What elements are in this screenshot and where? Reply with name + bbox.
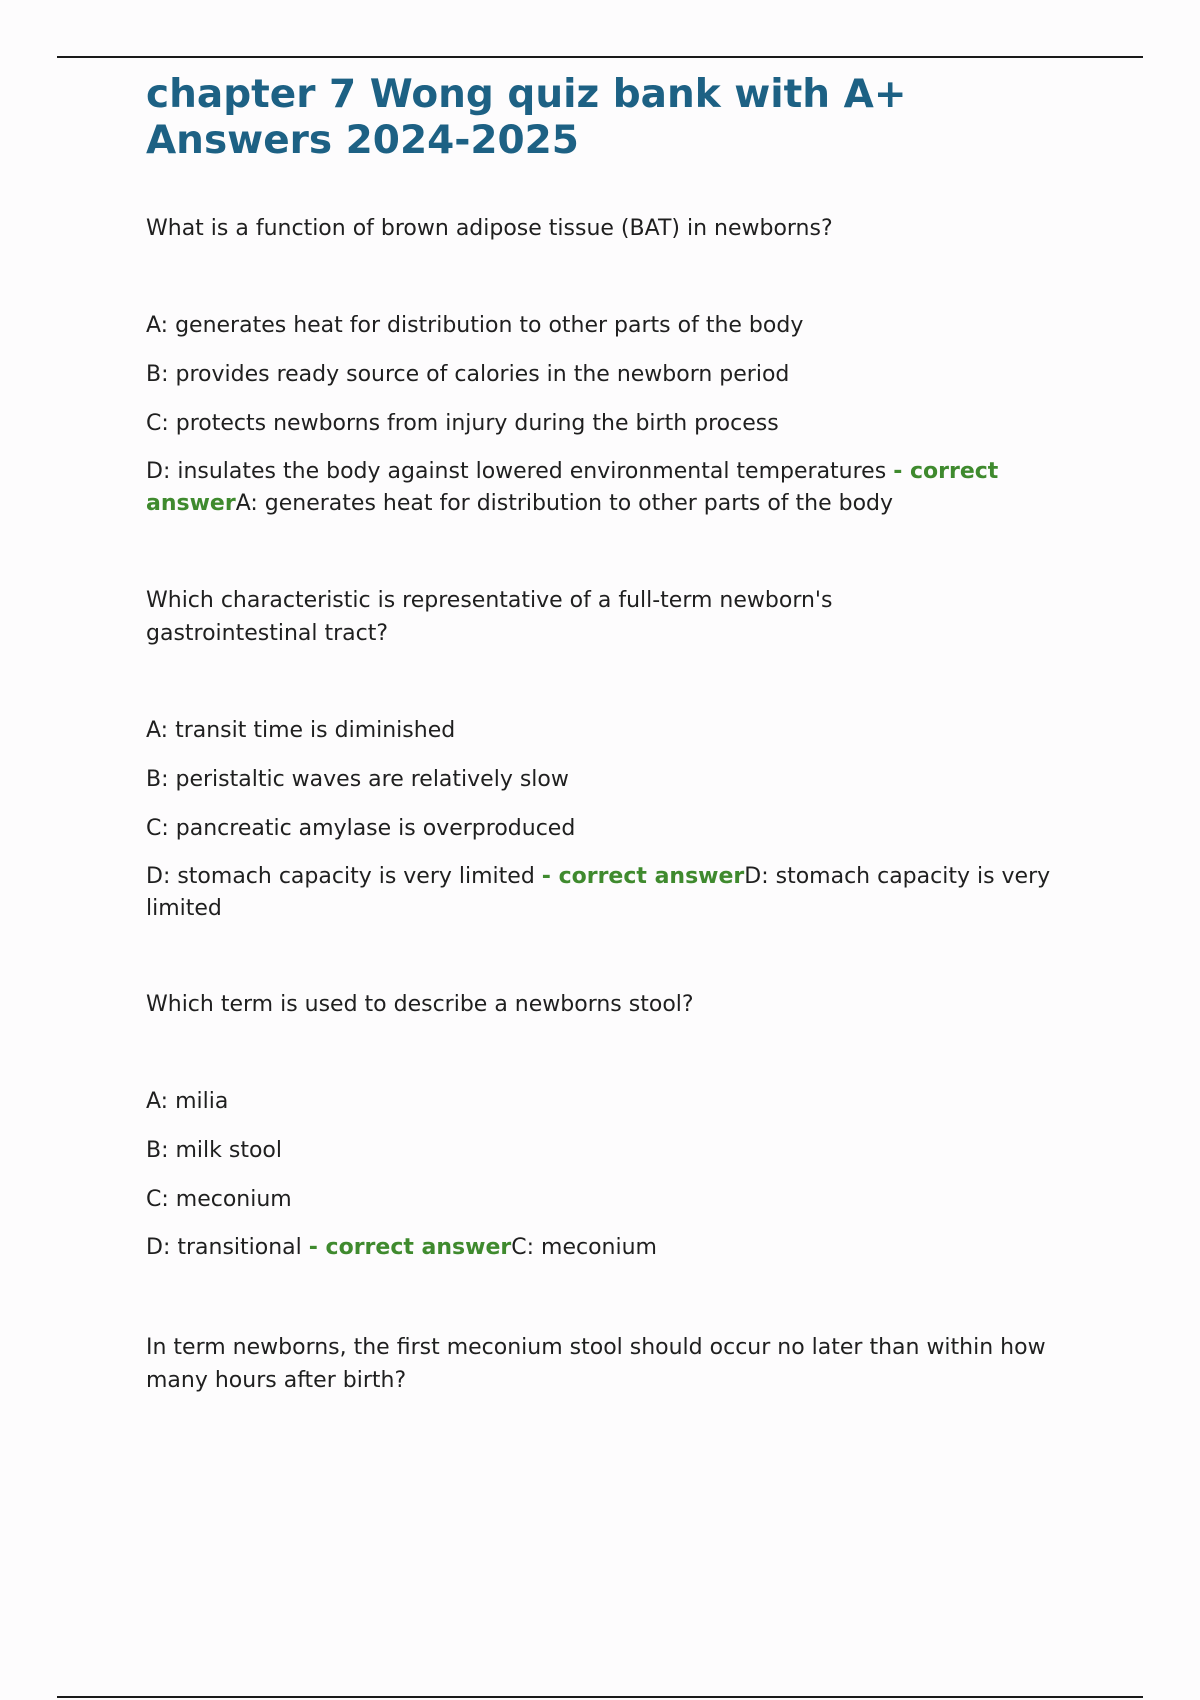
question-block-3 (146, 988, 1086, 1021)
option-b: B: provides ready source of calories in the newborn period (146, 362, 790, 387)
correct-answer-marker: - correct answer (146, 459, 999, 516)
correct-answer: D: stomach capacity is very limited (146, 864, 1051, 921)
correct-answer: C: meconium (511, 1235, 657, 1260)
question-block-4 (146, 1331, 1086, 1397)
option-d: D: transitional (146, 1235, 302, 1260)
option-d-with-answer (146, 456, 1086, 520)
question-block-2 (146, 584, 1086, 650)
correct-answer-marker: - correct answer (541, 864, 745, 889)
option-a: A: milia (146, 1089, 229, 1114)
correct-answer: A: generates heat for distribution to other parts of the body (235, 491, 894, 516)
question-block-1 (146, 212, 1086, 245)
option-b: B: peristaltic waves are relatively slow (146, 767, 569, 792)
option-d-with-answer (146, 861, 1086, 925)
option-d-with-answer (146, 1232, 1086, 1264)
correct-answer-marker: - correct answer (308, 1235, 512, 1260)
option-a: A: transit time is diminished (146, 718, 456, 743)
options-list-2 (146, 714, 1086, 925)
bottom-rule (57, 1696, 1143, 1698)
option-c: C: protects newborns from injury during the birth process (146, 411, 779, 436)
option-a: A: generates heat for distribution to other parts of the body (146, 313, 804, 338)
question-prompt: Which term is used to describe a newborns stool? (146, 992, 694, 1017)
document-title: chapter 7 Wong quiz bank with A+ Answers 2024-2025 (146, 72, 907, 163)
option-d: D: stomach capacity is very limited (146, 864, 535, 889)
options-list-1 (146, 309, 1086, 520)
option-b: B: milk stool (146, 1138, 283, 1163)
question-prompt: In term newborns, the first meconium stool should occur no later than within how many hours after birth? (146, 1335, 1046, 1393)
option-c: C: pancreatic amylase is overproduced (146, 816, 576, 841)
option-c: C: meconium (146, 1187, 292, 1212)
option-d: D: insulates the body against lowered environmental temperatures (146, 459, 887, 484)
question-prompt: What is a function of brown adipose tissue (BAT) in newborns? (146, 216, 833, 241)
document-body (146, 72, 1086, 1393)
top-rule (57, 56, 1143, 58)
options-list-3 (146, 1085, 1086, 1264)
question-prompt: Which characteristic is representative of a full-term newborn's gastrointestinal tract? (146, 588, 833, 646)
